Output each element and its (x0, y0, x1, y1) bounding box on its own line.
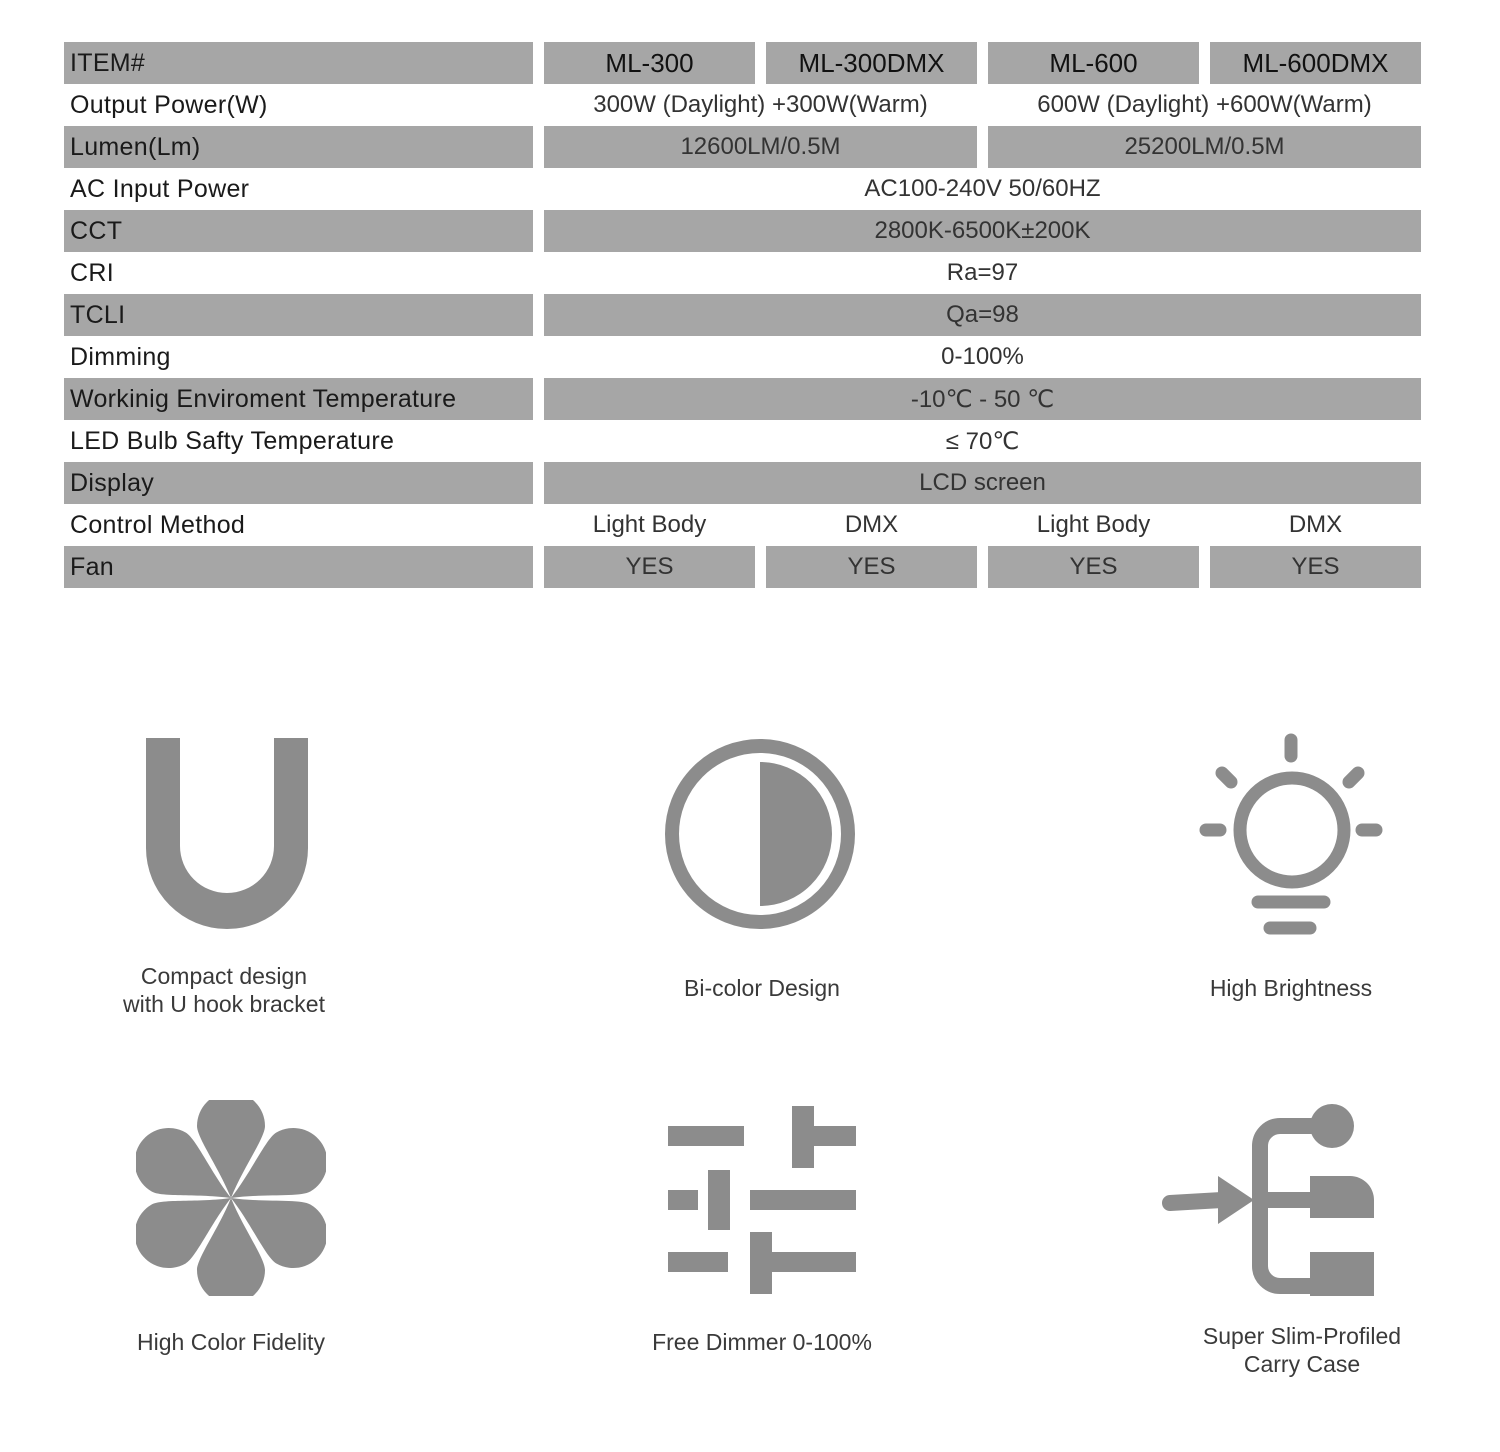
cct-value: 2800K-6500K±200K (544, 210, 1421, 252)
table-header-row (0, 42, 1500, 84)
model-header-ml300dmx: ML-300DMX (766, 42, 977, 84)
fan-ml300dmx: YES (766, 546, 977, 588)
table-row-dimming (0, 336, 1500, 378)
row-label: Workinig Enviroment Temperature (64, 378, 533, 420)
work-temp-value: -10℃ - 50 ℃ (544, 378, 1421, 420)
cri-value: Ra=97 (946, 259, 1019, 286)
table-row-control (0, 504, 1500, 546)
dimming-value: 0-100% (941, 343, 1024, 370)
table-row-cct (0, 210, 1500, 252)
petal-flower-icon (136, 1100, 326, 1296)
table-row-display (0, 462, 1500, 504)
control-ml300: Light Body (592, 511, 707, 538)
table-row-fan (0, 546, 1500, 588)
row-label: Fan (64, 546, 533, 588)
feature-label-compact: Compact design with U hook bracket (123, 963, 325, 1017)
feature-label-dimmer: Free Dimmer 0-100% (652, 1329, 872, 1355)
feature-label-fidelity: High Color Fidelity (137, 1329, 325, 1355)
table-row-work-temp (0, 378, 1500, 420)
item-header-label: ITEM# (64, 42, 533, 84)
branch-arrow-icon (1160, 1100, 1380, 1300)
half-circle-icon (662, 736, 858, 932)
feature-dimmer (530, 1080, 990, 1420)
feature-compact (0, 700, 460, 1040)
table-row-bulb-temp (0, 420, 1500, 462)
fan-ml300: YES (544, 546, 755, 588)
lumen-ml600: 25200LM/0.5M (988, 126, 1421, 168)
feature-brightness (1060, 700, 1500, 1040)
model-header-ml300: ML-300 (544, 42, 755, 84)
table-row-ac-input (0, 168, 1500, 210)
row-label: Control Method (70, 510, 246, 539)
bulb-temp-value: ≤ 70℃ (945, 427, 1020, 455)
tcli-value: Qa=98 (544, 294, 1421, 336)
light-bulb-icon (1198, 732, 1388, 942)
fan-ml600: YES (988, 546, 1199, 588)
feature-bicolor (530, 700, 990, 1040)
control-ml600: Light Body (1036, 511, 1151, 538)
lumen-ml300: 12600LM/0.5M (544, 126, 977, 168)
table-row-lumen (0, 126, 1500, 168)
control-ml600dmx: DMX (1288, 511, 1343, 538)
control-ml300dmx: DMX (844, 511, 899, 538)
row-label: Output Power(W) (70, 90, 268, 119)
row-label: Display (64, 462, 533, 504)
model-header-ml600dmx: ML-600DMX (1210, 42, 1421, 84)
sliders-icon (666, 1104, 858, 1296)
row-label: LED Bulb Safty Temperature (70, 426, 395, 455)
row-label: AC Input Power (70, 174, 250, 203)
u-hook-icon (140, 736, 315, 936)
feature-label-brightness: High Brightness (1209, 975, 1373, 1001)
spec-table (0, 0, 1500, 600)
table-row-cri (0, 252, 1500, 294)
feature-case (1060, 1080, 1500, 1420)
ac-input-value: AC100-240V 50/60HZ (864, 175, 1101, 202)
row-label: TCLI (64, 294, 533, 336)
row-label: Dimming (70, 342, 171, 371)
row-label: CRI (70, 258, 114, 287)
display-value: LCD screen (544, 462, 1421, 504)
table-row-output-power (0, 84, 1500, 126)
row-label: Lumen(Lm) (64, 126, 533, 168)
feature-fidelity (0, 1080, 460, 1420)
output-power-ml300: 300W (Daylight) +300W(Warm) (593, 91, 928, 118)
fan-ml600dmx: YES (1210, 546, 1421, 588)
feature-label-bicolor: Bi-color Design (684, 975, 840, 1001)
model-header-ml600: ML-600 (988, 42, 1199, 84)
output-power-ml600: 600W (Daylight) +600W(Warm) (1037, 91, 1372, 118)
table-row-tcli (0, 294, 1500, 336)
row-label: CCT (64, 210, 533, 252)
feature-label-case: Super Slim-Profiled Carry Case (1202, 1323, 1402, 1377)
